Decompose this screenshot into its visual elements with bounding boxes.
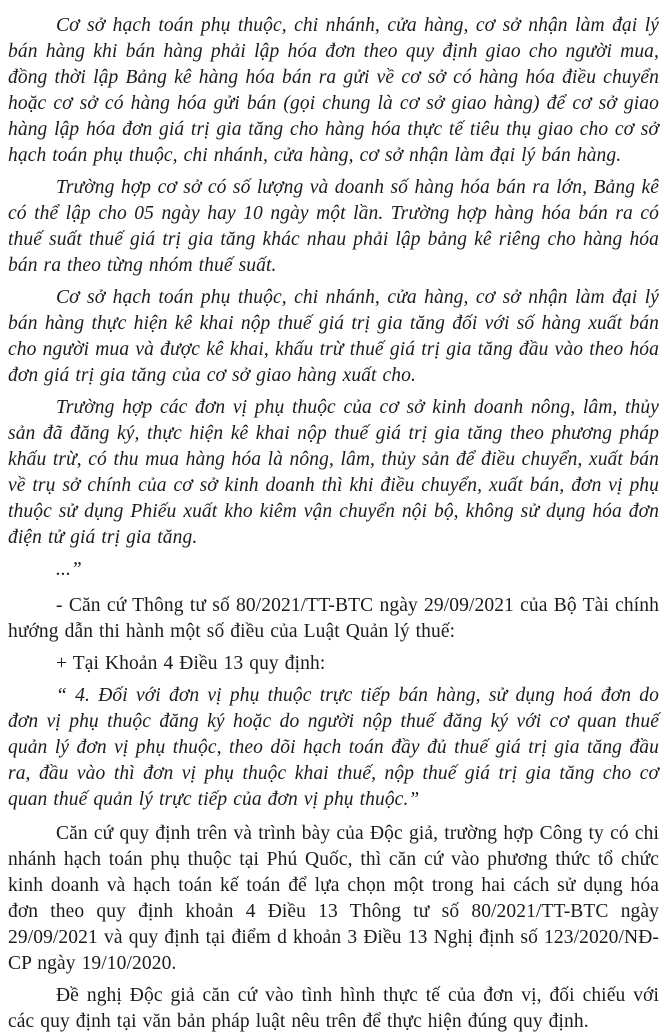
paragraph-clause-4-quote: “ 4. Đối với đơn vị phụ thuộc trực tiếp bán hàng, sử dụng hoá đơn do đơn vị phụ thuộc đăng ký hoặc do người nộp thuế đăng ký với cơ quan thuế quản lý đơn vị phụ thuộc, theo dõi hạch toán đầy đủ thuế giá trị gia tăng đầu ra, đầu vào thì đơn vị phụ thuộc khai thuế, nộp thuế giá trị gia tăng cho cơ quan thuế quản lý trực tiếp của đơn vị phụ thuộc.” (8, 685, 659, 810)
paragraph-recommendation: Đề nghị Độc giả căn cứ vào tình hình thực tế của đơn vị, đối chiếu với các quy định tại văn bản pháp luật nêu trên để thực hiện đúng quy định. (8, 985, 659, 1032)
paragraph-circular-reference: - Căn cứ Thông tư số 80/2021/TT-BTC ngày 29/09/2021 của Bộ Tài chính hướng dẫn thi hành một số điều của Luật Quản lý thuế: (8, 595, 659, 642)
paragraph-quote-ellipsis: ...” (56, 559, 82, 580)
paragraph-regulation-quote-3: Cơ sở hạch toán phụ thuộc, chi nhánh, cửa hàng, cơ sở nhận làm đại lý bán hàng thực hiện kê khai nộp thuế giá trị gia tăng đối với số hàng xuất bán cho người mua và được kê khai, khấu trừ thuế giá trị gia tăng đầu vào theo hóa đơn giá trị gia tăng của cơ sở giao hàng xuất cho. (8, 287, 659, 386)
paragraph-regulation-quote-4: Trường hợp các đơn vị phụ thuộc của cơ sở kinh doanh nông, lâm, thủy sản đã đăng ký, thực hiện kê khai nộp thuế giá trị gia tăng theo phương pháp khấu trừ, có thu mua hàng hóa là nông, lâm, thủy sản để điều chuyển, xuất bán về trụ sở chính của cơ sở kinh doanh thì khi điều chuyển, xuất bán, đơn vị phụ thuộc sử dụng Phiếu xuất kho kiêm vận chuyển nội bộ, không sử dụng hóa đơn điện tử giá trị gia tăng. (8, 397, 659, 548)
paragraph-conclusion: Căn cứ quy định trên và trình bày của Độc giả, trường hợp Công ty có chi nhánh hạch toán phụ thuộc tại Phú Quốc, thì căn cứ vào phương thức tổ chức kinh doanh và hạch toán kế toán để lựa chọn một trong hai cách sử dụng hóa đơn theo quy định khoản 4 Điều 13 Thông tư số 80/2021/TT-BTC ngày 29/09/2021 và quy định tại điểm d khoản 3 Điều 13 Nghị định số 123/2020/NĐ-CP ngày 19/10/2020. (8, 823, 659, 974)
paragraph-regulation-quote-2: Trường hợp cơ sở có số lượng và doanh số hàng hóa bán ra lớn, Bảng kê có thể lập cho 05 ngày hay 10 ngày một lần. Trường hợp hàng hóa bán ra có thuế suất thuế giá trị gia tăng khác nhau phải lập bảng kê riêng cho hàng hóa bán ra theo từng nhóm thuế suất. (8, 177, 659, 276)
paragraph-clause-reference: + Tại Khoản 4 Điều 13 quy định: (56, 653, 326, 674)
paragraph-regulation-quote-1: Cơ sở hạch toán phụ thuộc, chi nhánh, cửa hàng, cơ sở nhận làm đại lý bán hàng khi bán hàng phải lập hóa đơn theo quy định giao cho người mua, đồng thời lập Bảng kê hàng hóa bán ra gửi về cơ sở có hàng hóa điều chuyển hoặc cơ sở có hàng hóa gửi bán (gọi chung là cơ sở giao hàng) để cơ sở giao hàng lập hóa đơn giá trị gia tăng cho hàng hóa thực tế tiêu thụ giao cho cơ sở hạch toán phụ thuộc, chi nhánh, cửa hàng, cơ sở nhận làm đại lý bán hàng. (8, 15, 659, 166)
